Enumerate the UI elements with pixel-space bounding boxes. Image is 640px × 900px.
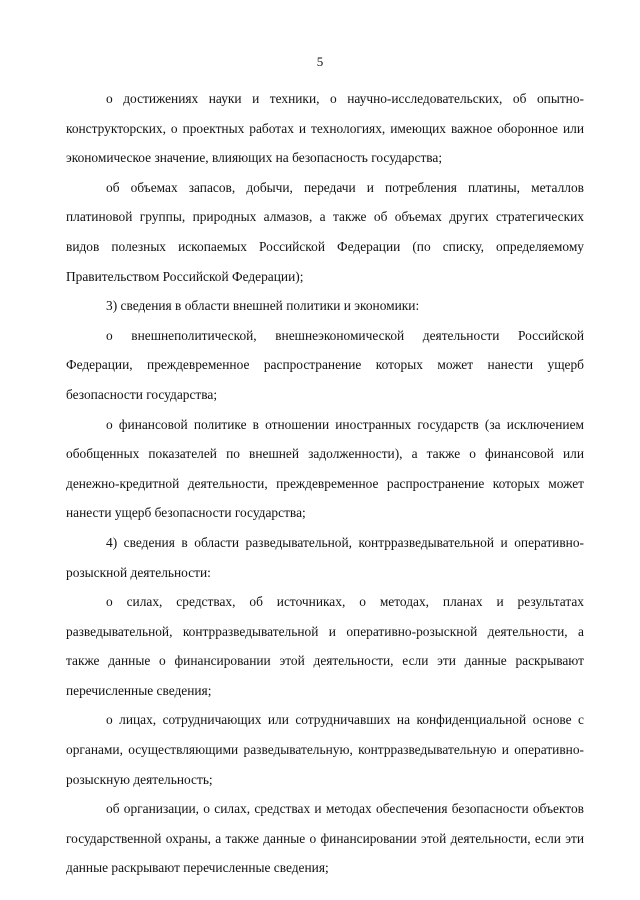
paragraph-forces-means-sources: о силах, средствах, об источниках, о методах, планах и результатах разведывательной, контрразведывательной и оперативно-розыскной деятельности, а также данные о финансировании этой деятельности, если эти данные раскрывают перечисленные сведения; bbox=[66, 594, 584, 698]
document-body bbox=[66, 84, 584, 883]
paragraph-foreign-economic-activity: о внешнеполитической, внешнеэкономической деятельности Российской Федерации, преждевременное распространение которых может нанести ущерб безопасности государства; bbox=[66, 327, 584, 402]
page-number: 5 bbox=[316, 54, 324, 69]
paragraph-heading-intelligence: 4) сведения в области разведывательной, контрразведывательной и оперативно-розыскной деятельности: bbox=[66, 534, 584, 580]
paragraph-platinum-diamonds: об объемах запасов, добычи, передачи и потребления платины, металлов платиновой группы, природных алмазов, а также об объемах других стратегических видов полезных ископаемых Российской Федерации (по списку, определяемому Правительством Российской Федерации); bbox=[66, 179, 584, 284]
paragraph-state-protection: об организации, о силах, средствах и методах обеспечения безопасности объектов государственной охраны, а также данные о финансировании этой деятельности, если эти данные раскрывают перечисленные сведения; bbox=[66, 801, 584, 876]
paragraph-confidential-cooperation: о лицах, сотрудничающих или сотрудничавших на конфиденциальной основе с органами, осуществляющими разведывательную, контрразведывательную и оперативно-розыскную деятельность; bbox=[66, 712, 584, 787]
paragraph-financial-policy: о финансовой политике в отношении иностранных государств (за исключением обобщенных показателей по внешней задолженности), а также о финансовой или денежно-кредитной деятельности, преждевременное распространение которых может нанести ущерб безопасности государства; bbox=[66, 416, 584, 521]
paragraph-science-technology: о достижениях науки и техники, о научно-исследовательских, об опытно-конструкторских, о проектных работах и технологиях, имеющих важное оборонное или экономическое значение, влияющих на безопасность государства; bbox=[66, 91, 584, 166]
paragraph-heading-foreign-policy: 3) сведения в области внешней политики и экономики: bbox=[106, 298, 420, 314]
